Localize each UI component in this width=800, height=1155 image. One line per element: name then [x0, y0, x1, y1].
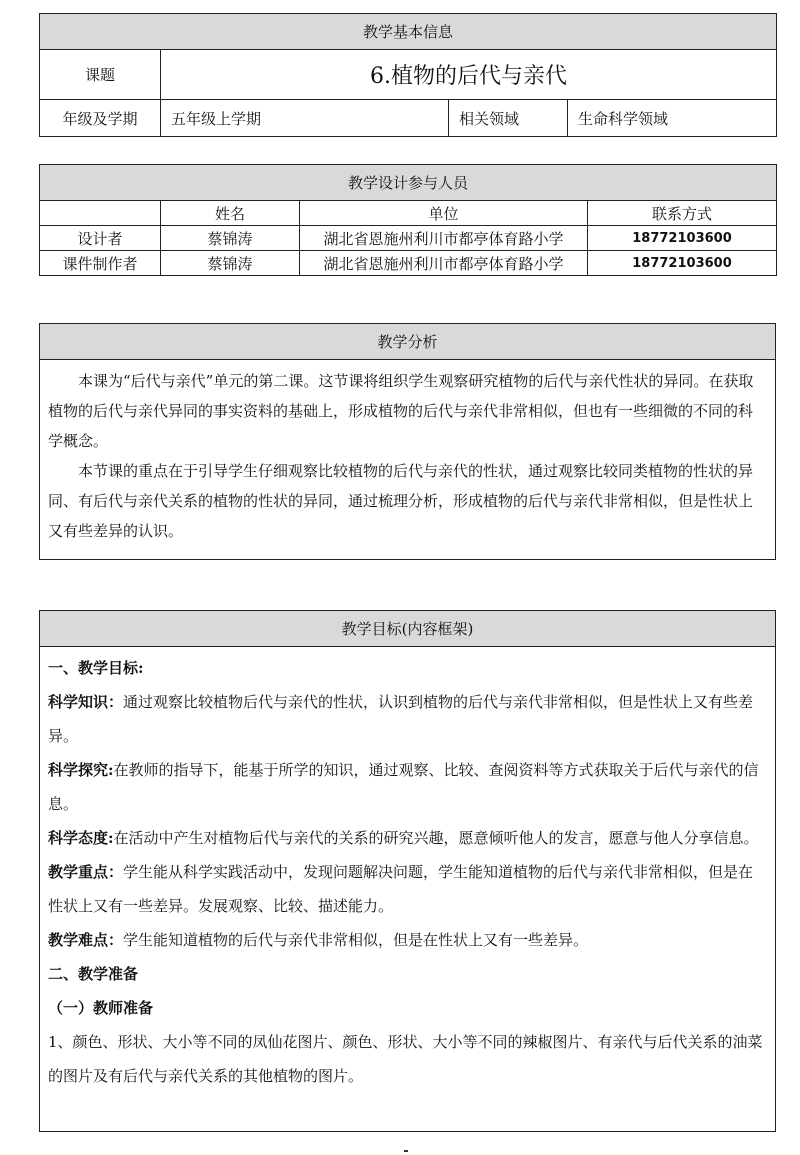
topic-label: 课题 — [40, 50, 161, 100]
prep-text: 1、颜色、形状、大小等不同的凤仙花图片、颜色、形状、大小等不同的辣椒图片、有亲代与后代关系的油菜的图片及有后代与亲代关系的其他植物的图片。 — [48, 1033, 763, 1085]
goals-header: 教学目标(内容框架) — [40, 611, 776, 647]
analysis-paragraph: 本节课的重点在于引导学生仔细观察比较植物的后代与亲代的性状，通过观察比较同类植物的性状的异同、有后代与亲代关系的植物的性状的异同，通过梳理分析，形成植物的后代与亲代非常相似，但是性状上又有些差异的认识。 — [48, 462, 754, 540]
table-row — [40, 226, 777, 251]
section-heading: 二、教学准备 — [48, 965, 139, 983]
col-header-role — [40, 201, 161, 226]
col-header-contact: 联系方式 — [588, 201, 777, 226]
goal-text: 在活动中产生对植物后代与亲代的关系的研究兴趣，愿意倾听他人的发言，愿意与他人分享信息。 — [113, 829, 759, 847]
participants-table — [39, 164, 777, 276]
goals-body — [40, 647, 776, 1132]
goals-table — [39, 610, 776, 1132]
analysis-header: 教学分析 — [40, 324, 776, 360]
goal-label: 教学难点： — [48, 931, 124, 949]
goal-label: 科学知识： — [48, 693, 124, 711]
name-cell: 蔡锦涛 — [161, 251, 300, 276]
goal-item — [48, 923, 767, 957]
topic-value: 6.植物的后代与亲代 — [161, 50, 777, 100]
name-cell: 蔡锦涛 — [161, 226, 300, 251]
goal-item — [48, 753, 767, 821]
col-header-name: 姓名 — [161, 201, 300, 226]
unit-cell: 湖北省恩施州利川市都亭体育路小学 — [300, 251, 588, 276]
field-value: 生命科学领域 — [568, 100, 777, 137]
goal-text: 学生能知道植物的后代与亲代非常相似，但是在性状上又有一些差异。 — [123, 931, 589, 949]
subsection-heading: （一）教师准备 — [48, 999, 154, 1017]
analysis-table — [39, 323, 776, 560]
field-label: 相关领域 — [449, 100, 568, 137]
basic-info-table — [39, 13, 777, 137]
goal-label: 科学探究: — [48, 761, 114, 779]
grade-value: 五年级上学期 — [161, 100, 449, 137]
page-number-mark — [404, 1150, 408, 1152]
goal-label: 科学态度: — [48, 829, 114, 847]
contact-cell: 18772103600 — [588, 251, 777, 276]
contact-cell: 18772103600 — [588, 226, 777, 251]
unit-cell: 湖北省恩施州利川市都亭体育路小学 — [300, 226, 588, 251]
goal-text: 通过观察比较植物后代与亲代的性状，认识到植物的后代与亲代非常相似，但是性状上又有些差异。 — [48, 693, 754, 745]
role-cell: 设计者 — [40, 226, 161, 251]
table-row — [40, 251, 777, 276]
goal-text: 在教师的指导下，能基于所学的知识，通过观察、比较、查阅资料等方式获取关于后代与亲代的信息。 — [48, 761, 759, 813]
goal-label: 教学重点： — [48, 863, 124, 881]
basic-info-header: 教学基本信息 — [40, 14, 777, 50]
goal-item — [48, 855, 767, 923]
grade-label: 年级及学期 — [40, 100, 161, 137]
role-cell: 课件制作者 — [40, 251, 161, 276]
goal-item — [48, 685, 767, 753]
goal-item — [48, 821, 767, 855]
col-header-unit: 单位 — [300, 201, 588, 226]
participants-header: 教学设计参与人员 — [40, 165, 777, 201]
analysis-body — [40, 360, 776, 560]
section-heading: 一、教学目标: — [48, 659, 144, 677]
goal-text: 学生能从科学实践活动中，发现问题解决问题，学生能知道植物的后代与亲代非常相似，但是在性状上又有一些差异。发展观察、比较、描述能力。 — [48, 863, 754, 915]
analysis-paragraph: 本课为“后代与亲代”单元的第二课。这节课将组织学生观察研究植物的后代与亲代性状的异同。在获取植物的后代与亲代异同的事实资料的基础上，形成植物的后代与亲代非常相似，但也有一些细微的不同的科学概念。 — [48, 372, 754, 450]
